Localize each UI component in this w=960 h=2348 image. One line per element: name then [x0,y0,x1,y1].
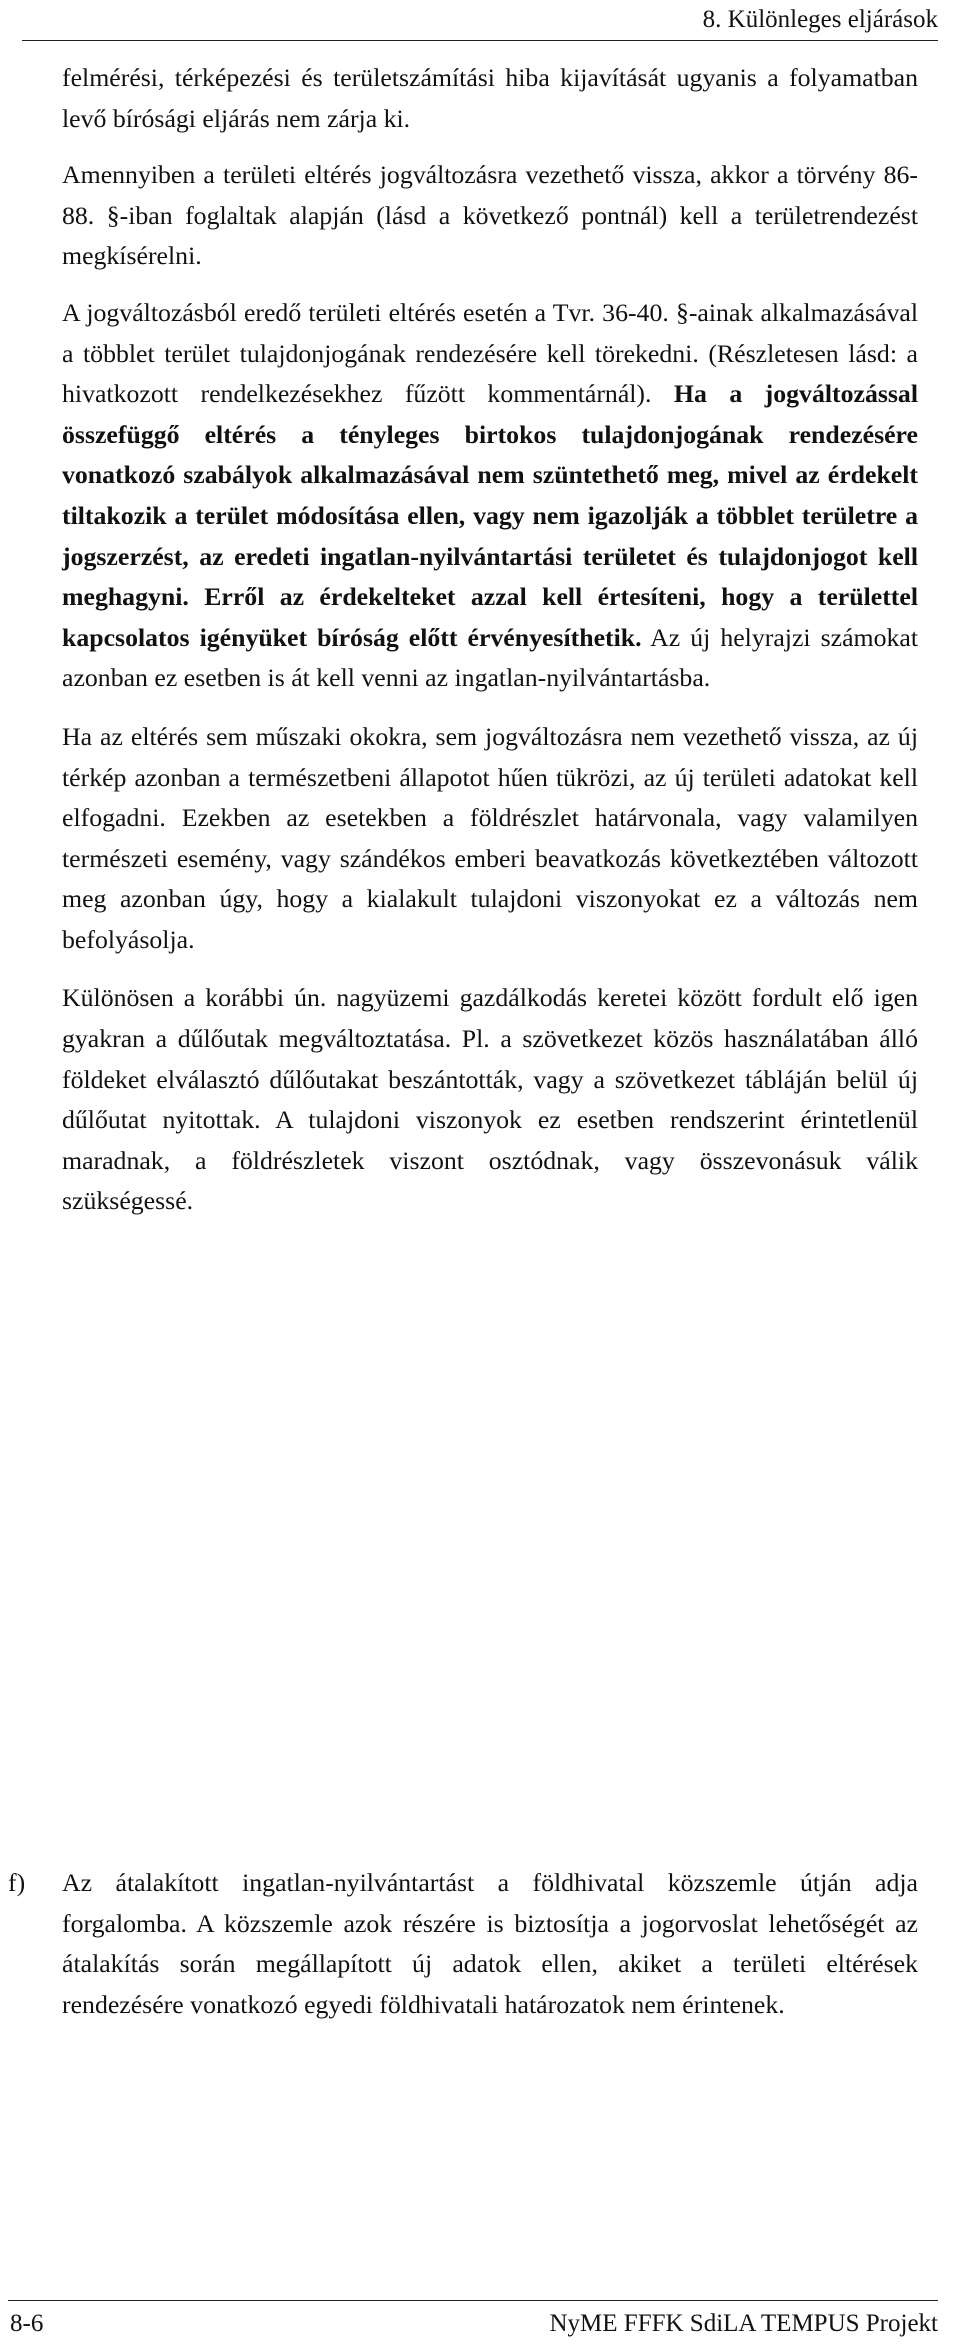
page-footer [0,2290,960,2348]
header-divider [22,40,938,41]
paragraph-2: Amennyiben a területi eltérés jogváltozásra vezethető vissza, akkor a törvény 86-88. §-iban foglaltak alapján (lásd a következő pontnál) kell a területrendezést megkísérelni. [62,160,918,271]
page-body [62,58,918,1222]
paragraph-1: felmérési, térképezési és területszámítási hiba kijavítását ugyanis a folyamatban levő bírósági eljárás nem zárja ki. [62,63,918,133]
chapter-title: 8. Különleges eljárások [702,6,938,33]
paragraph-5: Különösen a korábbi ún. nagyüzemi gazdálkodás keretei között fordult elő igen gyakran a dűlőutak megváltoztatása. Pl. a szövetkezet közös használatában álló földeket elválasztó dűlőutakat beszántották, vagy a szövetkezet tábláján belül új dűlőutat nyitottak. A tulajdoni viszonyok ez esetben rendszerint érintetlenül maradnak, a földrészletek viszont osztódnak, vagy összevonásuk válik szükségessé. [62,983,918,1216]
footer-divider [8,2300,938,2301]
list-item-text: Az átalakított ingatlan-nyilvántartást a földhivatal közszemle útján adja forgalomba. A közszemle azok részére is biztosítja a jogorvoslat lehetőségét az átalakítás során megállapított új adatok ellen, akiket a területi eltérések rendezésére vonatkozó egyedi földhivatali határozatok nem érintenek. [62,1868,918,2019]
paragraph-3-tail-text: Az új helyrajzi számokat azonban ez esetben is át kell venni az ingatlan-nyilvántartásba. [62,622,918,693]
project-name: NyME FFFK SdiLA TEMPUS Projekt [549,2310,938,2337]
page-number: 8-6 [10,2310,44,2337]
paragraph-4: Ha az eltérés sem műszaki okokra, sem jogváltozásra nem vezethető vissza, az új térkép azonban a természetbeni állapotot hűen tükrözi, az új területi adatokat kell elfogadni. Ezekben az esetekben a földrészlet határvonala, vagy valamilyen természeti esemény, vagy szándékos emberi beavatkozás következtében változott meg azonban úgy, hogy a kialakult tulajdoni viszonyokat ez a változás nem befolyásolja. [62,721,918,954]
page-header [0,0,960,46]
paragraph-3-text: A jogváltozásból eredő területi eltérés esetén a Tvr. 36-40. §-ainak alkalmazásával a többlet terület tulajdonjogának rendezésére kell törekedni. (Részletesen lásd: a hivatkozott rendelkezésekhez fűzött kommentárnál). [62,297,918,409]
list-item-f [8,1863,918,2025]
paragraph-3-bold-text: Ha a jogváltozással összefüggő eltérés a tényleges birtokos tulajdonjogának rendezésére vonatkozó szabályok alkalmazásával nem szüntethető meg, mivel az érdekelt tiltakozik a terület módosítása ellen, vagy nem igazolják a többlet területre a jogszerzést, az eredeti ingatlan-nyilvántartási területet és tulajdonjogot kell meghagyni. Erről az érdekelteket azzal kell értesíteni, hogy a területtel kapcsolatos igényüket bíróság előtt érvényesíthetik. [62,379,918,652]
list-marker: f) [8,1868,26,1897]
paragraph-3 [62,293,918,699]
